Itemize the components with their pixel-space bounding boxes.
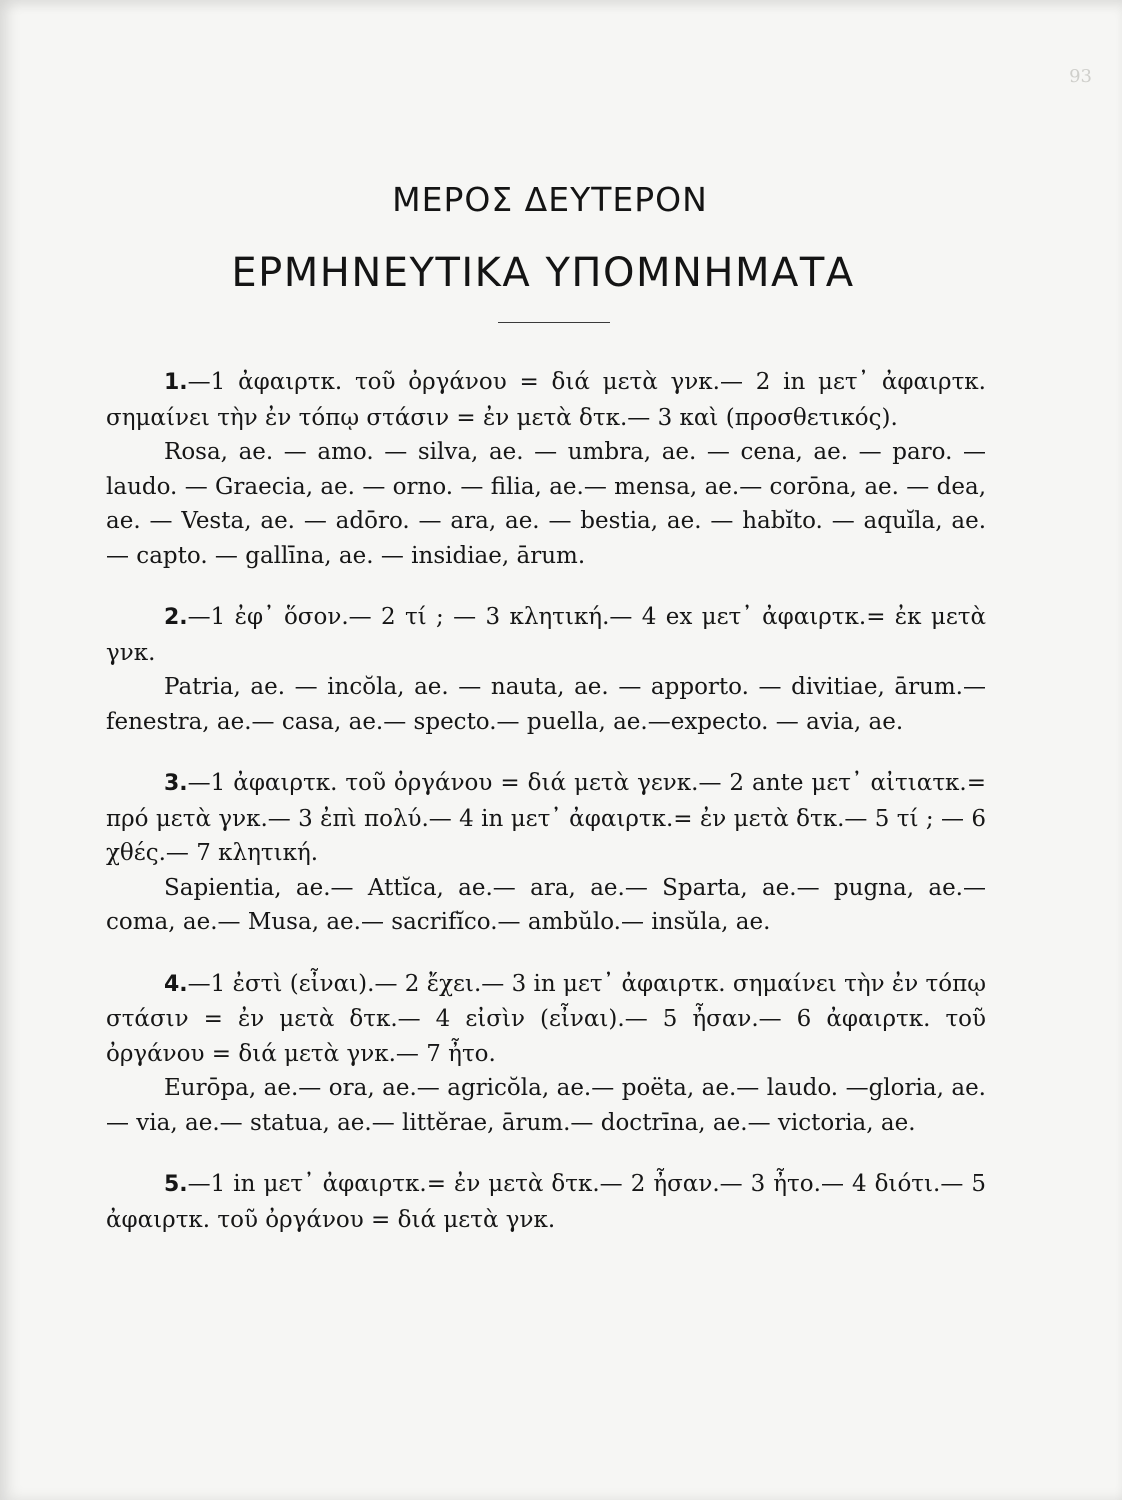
title-rule bbox=[498, 322, 610, 323]
note-4 bbox=[106, 967, 986, 1141]
note-number: 3. bbox=[164, 771, 188, 796]
note-vocabulary: Rosa, ae. — amo. — silva, ae. — umbra, ae. — cena, ae. — paro. — laudo. — Graecia, ae. — orno. — filia, ae.— mensa, ae.— corōna, ae. — dea, ae. — Vesta, ae. — adōro. — ara, ae. — bestia, ae. — habĭto. — aquĭla, ae. — capto. — gallīna, ae. — insidiae, ārum. bbox=[106, 439, 986, 569]
note-number: 4. bbox=[164, 971, 188, 997]
notes-content bbox=[106, 365, 986, 1264]
note-grammar bbox=[106, 365, 986, 435]
note-vocabulary: Eurōpa, ae.— ora, ae.— agricŏla, ae.— poëta, ae.— laudo. —gloria, ae.— via, ae.— statua, ae.— littĕrae, ārum.— doctrīna, ae.— victoria, ae. bbox=[106, 1075, 986, 1136]
note-number: 1. bbox=[164, 370, 188, 395]
note-grammar-text: —1 ἐφ᾽ ὅσον.— 2 τί ; — 3 κλητική.— 4 ex μετ᾽ ἀφαιρτκ.= ἐκ μετὰ γνκ. bbox=[106, 604, 986, 666]
page-number: 93 bbox=[1069, 66, 1092, 87]
note-grammar bbox=[106, 1167, 986, 1237]
note-vocabulary: Patria, ae. — incŏla, ae. — nauta, ae. — apporto. — divitiae, ārum.— fenestra, ae.— casa, ae.— specto.— puella, ae.—expecto. — avia, ae. bbox=[106, 674, 986, 735]
note-grammar-text: —1 in μετ᾽ ἀφαιρτκ.= ἐν μετὰ δτκ.— 2 ἦσαν.— 3 ἦτο.— 4 διότι.— 5 ἀφαιρτκ. τοῦ ὀργάνου = διά μετὰ γνκ. bbox=[106, 1171, 986, 1233]
note-grammar-text: —1 ἀφαιρτκ. τοῦ ὀργάνου = διά μετὰ γνκ.— 2 in μετ᾽ ἀφαιρτκ. σημαίνει τὴν ἐν τόπῳ στάσιν = ἐν μετὰ δτκ.— 3 καὶ (προσθετικός). bbox=[106, 369, 986, 431]
note-vocabulary: Sapientia, ae.— Attĭca, ae.— ara, ae.— Sparta, ae.— pugna, ae.— coma, ae.— Musa, ae.— sacrifĭco.— ambŭlo.— insŭla, ae. bbox=[106, 874, 986, 935]
note-number: 5. bbox=[164, 1172, 188, 1197]
note-grammar bbox=[106, 600, 986, 670]
note-3 bbox=[106, 766, 986, 940]
note-5 bbox=[106, 1167, 986, 1237]
note-1 bbox=[106, 365, 986, 573]
note-grammar bbox=[106, 766, 986, 871]
note-number: 2. bbox=[164, 605, 188, 630]
note-grammar-text: —1 ἀφαιρτκ. τοῦ ὀργάνου = διά μετὰ γενκ.— 2 ante μετ᾽ αἰτιατκ.= πρό μετὰ γνκ.— 3 ἐπὶ πολύ.— 4 in μετ᾽ ἀφαιρτκ.= ἐν μετὰ δτκ.— 5 τί ; — 6 χθές.— 7 κλητική. bbox=[106, 770, 986, 866]
note-grammar-text: —1 ἐστὶ (εἶναι).— 2 ἔχει.— 3 in μετ᾽ ἀφαιρτκ. σημαίνει τὴν ἐν τόπῳ στάσιν = ἐν μετὰ δτκ.— 4 εἰσὶν (εἶναι).— 5 ἦσαν.— 6 ἀφαιρτκ. τοῦ ὀργάνου = διά μετὰ γνκ.— 7 ἦτο. bbox=[106, 970, 986, 1067]
main-title: ΕΡΜΗΝΕΥΤΙΚΑ ΥΠΟΜΝΗΜΑΤΑ bbox=[231, 250, 855, 296]
part-title: ΜΕΡΟΣ ΔΕΥΤΕΡΟΝ bbox=[392, 180, 708, 219]
note-2 bbox=[106, 600, 986, 739]
note-grammar bbox=[106, 967, 986, 1072]
